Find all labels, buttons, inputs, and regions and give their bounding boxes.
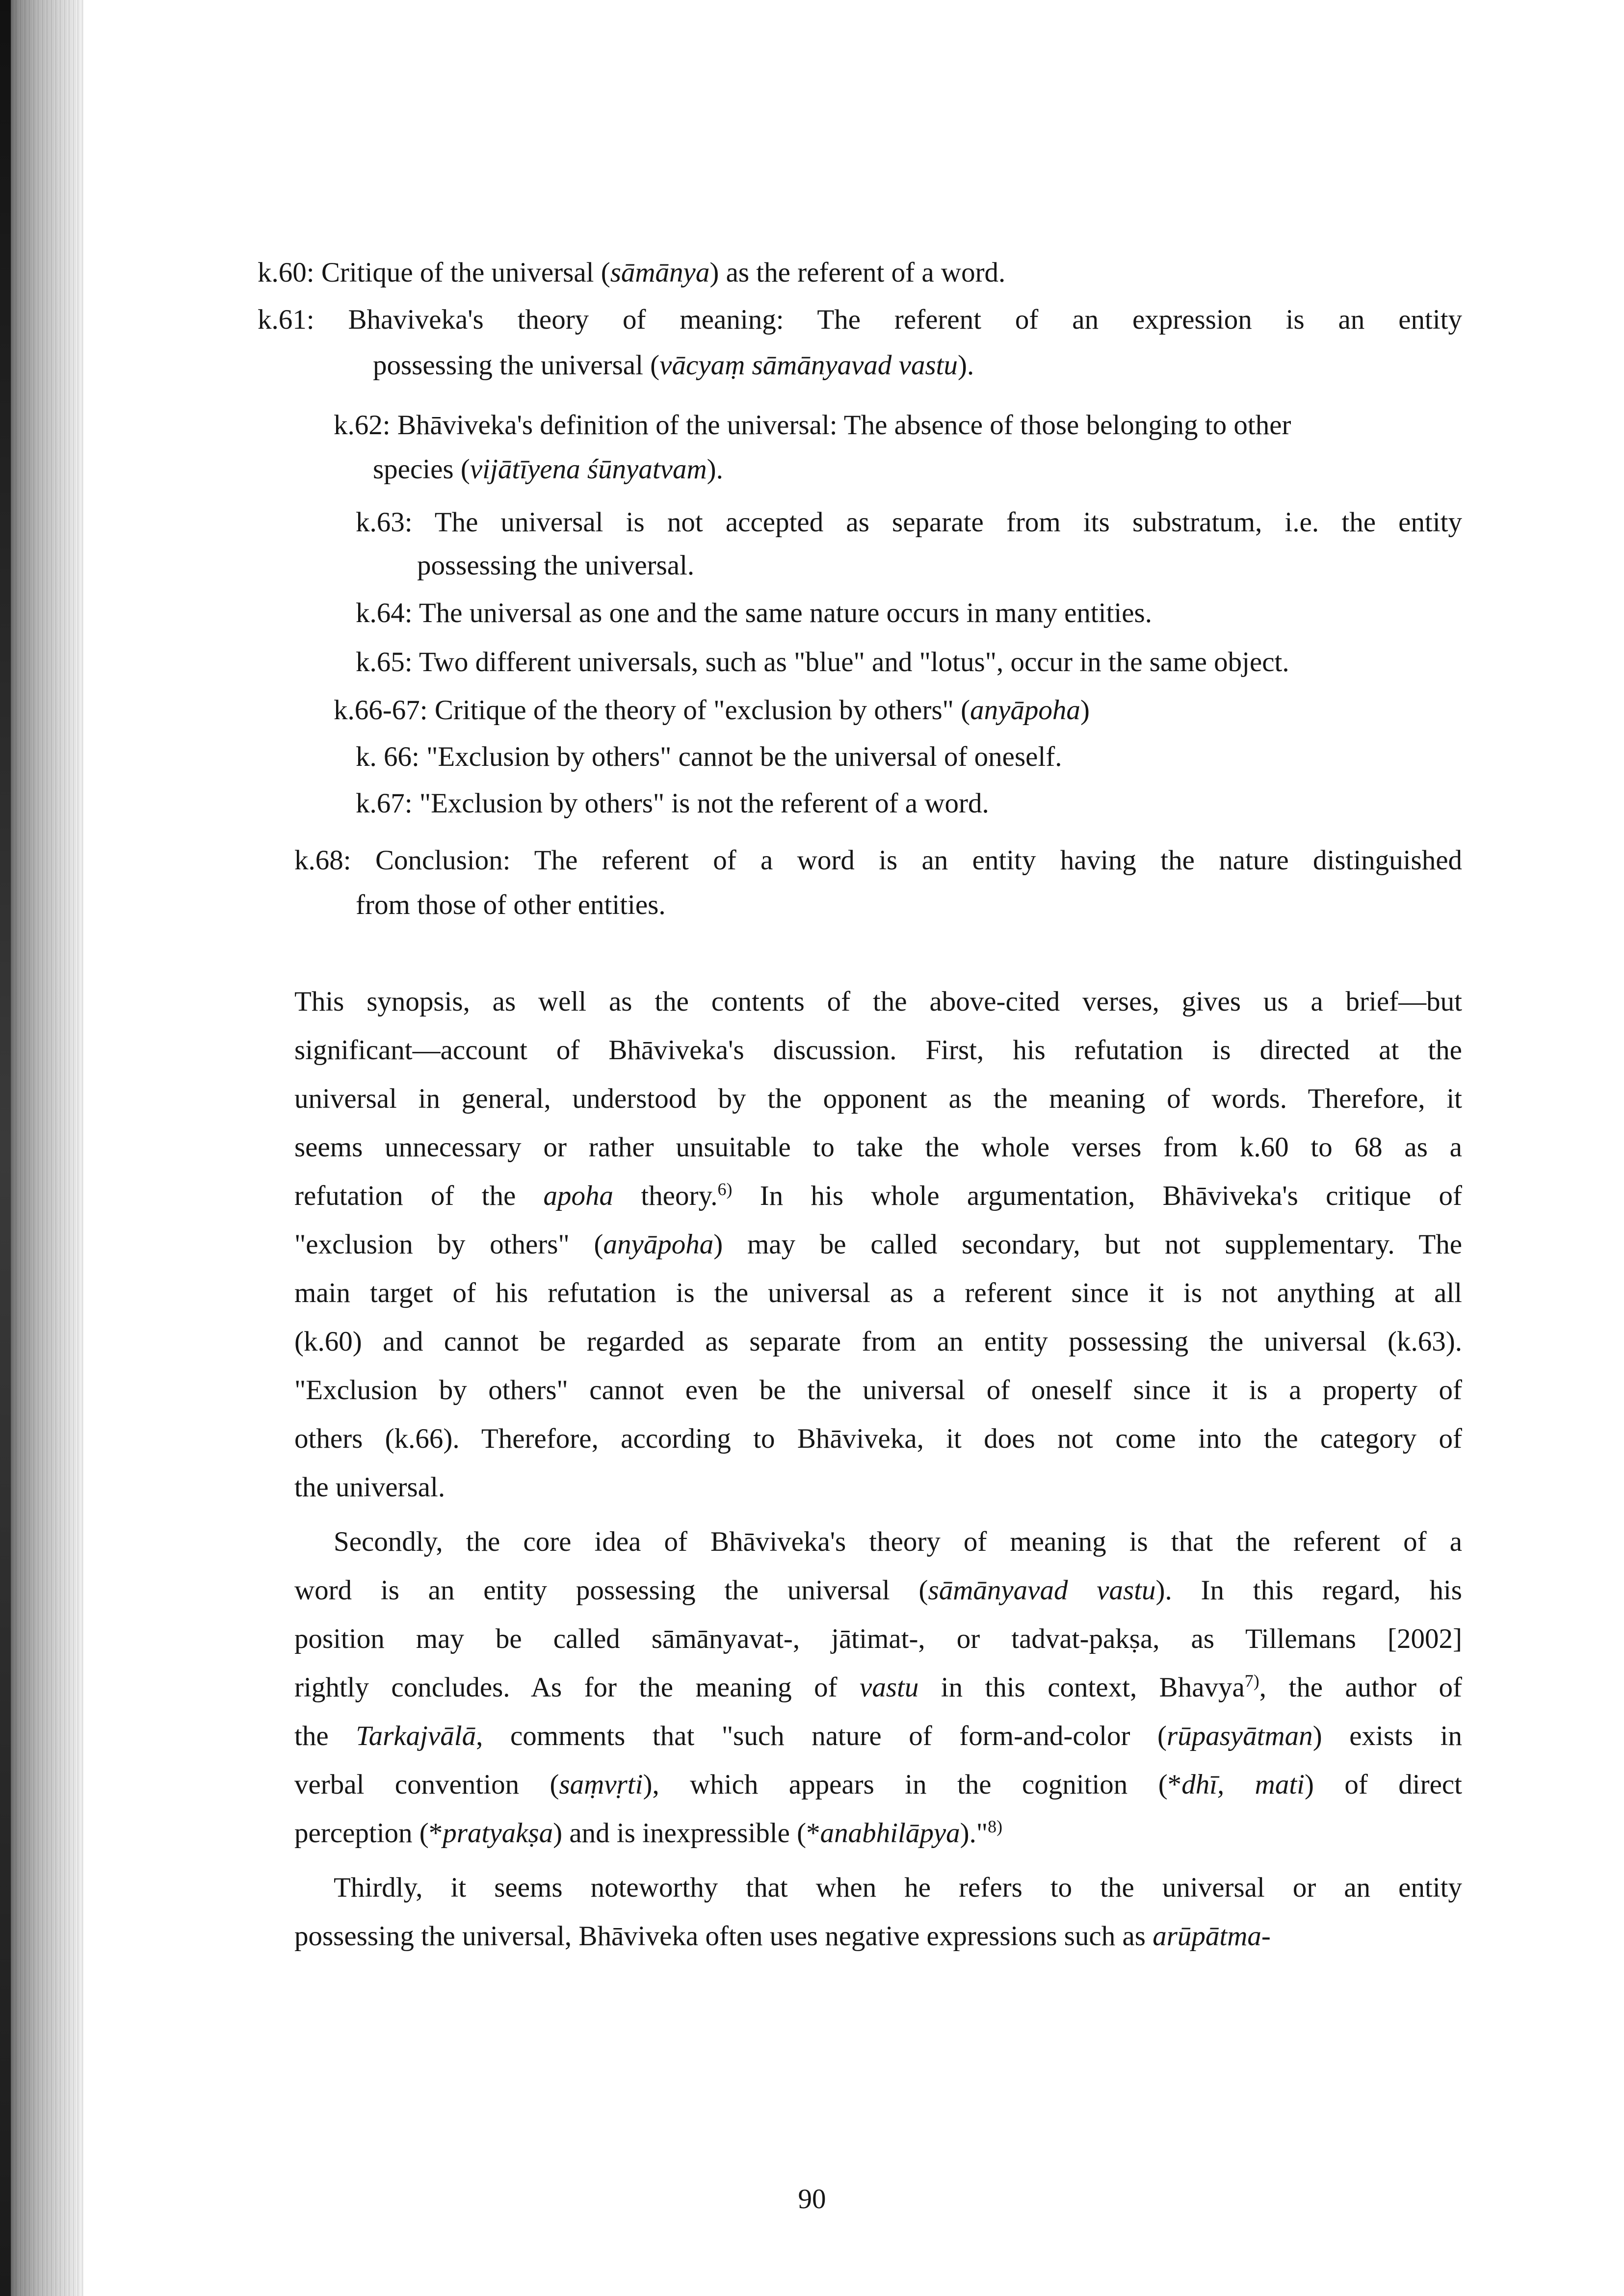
synopsis-k68-line1: k.68: Conclusion: The referent of a word is an entity having the nature distinguished: [294, 845, 1463, 876]
para2-line7: perception (*pratyakṣa) and is inexpressible (*anabhilāpya)."$^{8)}$: [294, 1817, 1003, 1849]
synopsis-k62-line2: species (vijātīyena śūnyatvam).: [373, 454, 723, 485]
para1-line2: significant—account of Bhāviveka's discussion. First, his refutation is directed at the: [294, 1035, 1462, 1066]
para1-line10: others (k.66). Therefore, according to Bhāviveka, it does not come into the category of: [294, 1423, 1462, 1454]
para1-line3: universal in general, understood by the opponent as the meaning of words. Therefore, it: [294, 1083, 1462, 1114]
synopsis-k65: k.65: Two different universals, such as "blue" and "lotus", occur in the same object.: [356, 647, 1289, 678]
page-number: 90: [798, 2184, 826, 2215]
synopsis-k61-line1: k.61: Bhaviveka's theory of meaning: The referent of an expression is an entity: [258, 304, 1463, 335]
synopsis-k67: k.67: "Exclusion by others" is not the referent of a word.: [356, 788, 989, 819]
synopsis-k64: k.64: The universal as one and the same nature occurs in many entities.: [356, 598, 1152, 628]
para1-line8: (k.60) and cannot be regarded as separate from an entity possessing the universal (k.63).: [294, 1326, 1462, 1357]
synopsis-k63-line2: possessing the universal.: [417, 550, 695, 581]
footnote-7-marker: 7): [1244, 1671, 1259, 1691]
synopsis-k66: k. 66: "Exclusion by others" cannot be the universal of oneself.: [356, 741, 1062, 772]
para1-line5: refutation of the apoha theory.$^{6)}$ In his whole argumentation, Bhāviveka's critique of: [294, 1179, 1462, 1211]
para1-line6: "exclusion by others" (anyāpoha) may be called secondary, but not supplementary. The: [294, 1229, 1462, 1260]
para2-line3: position may be called sāmānyavat-, jātimat-, or tadvat-pakṣa, as Tillemans [2002]: [294, 1623, 1462, 1654]
synopsis-k66-67: k.66-67: Critique of the theory of "exclusion by others" (anyāpoha): [334, 695, 1090, 726]
para2-line6: verbal convention (saṃvṛti), which appears in the cognition (*dhī, mati) of direct: [294, 1769, 1463, 1800]
para1-line1: This synopsis, as well as the contents of the above-cited verses, gives us a brief—but: [294, 986, 1462, 1017]
synopsis-k61-line2: possessing the universal (vācyaṃ sāmānyavad vastu).: [373, 350, 974, 381]
para3-line2: possessing the universal, Bhāviveka often uses negative expressions such as arūpātma-: [294, 1921, 1271, 1952]
para2-line1: Secondly, the core idea of Bhāviveka's theory of meaning is that the referent of a: [334, 1526, 1462, 1557]
para1-line11: the universal.: [294, 1472, 445, 1503]
para1-line4: seems unnecessary or rather unsuitable to take the whole verses from k.60 to 68 as a: [294, 1132, 1462, 1163]
synopsis-k60: k.60: Critique of the universal (sāmānya) as the referent of a word.: [258, 257, 1006, 288]
para1-line7: main target of his refutation is the universal as a referent since it is not anything at all: [294, 1278, 1462, 1308]
synopsis-k63-line1: k.63: The universal is not accepted as separate from its substratum, i.e. the entity: [356, 507, 1462, 538]
footnote-6-marker: 6): [717, 1179, 733, 1199]
synopsis-k68-line2: from those of other entities.: [356, 889, 666, 920]
para1-line9: "Exclusion by others" cannot even be the universal of oneself since it is a property of: [294, 1375, 1462, 1406]
footnote-8-marker: 8): [988, 1817, 1003, 1836]
para3-line1: Thirdly, it seems noteworthy that when he refers to the universal or an entity: [334, 1872, 1462, 1903]
para2-line5: the Tarkajvālā, comments that "such nature of form-and-color (rūpasyātman) exists in: [294, 1721, 1462, 1751]
para2-line4: rightly concludes. As for the meaning of vastu in this context, Bhavya$^{7)}$, the author of: [294, 1671, 1462, 1703]
synopsis-k62-line1: k.62: Bhāviveka's definition of the universal: The absence of those belonging to other: [334, 410, 1291, 441]
para2-line2: word is an entity possessing the universal (sāmānyavad vastu). In this regard, his: [294, 1575, 1462, 1606]
